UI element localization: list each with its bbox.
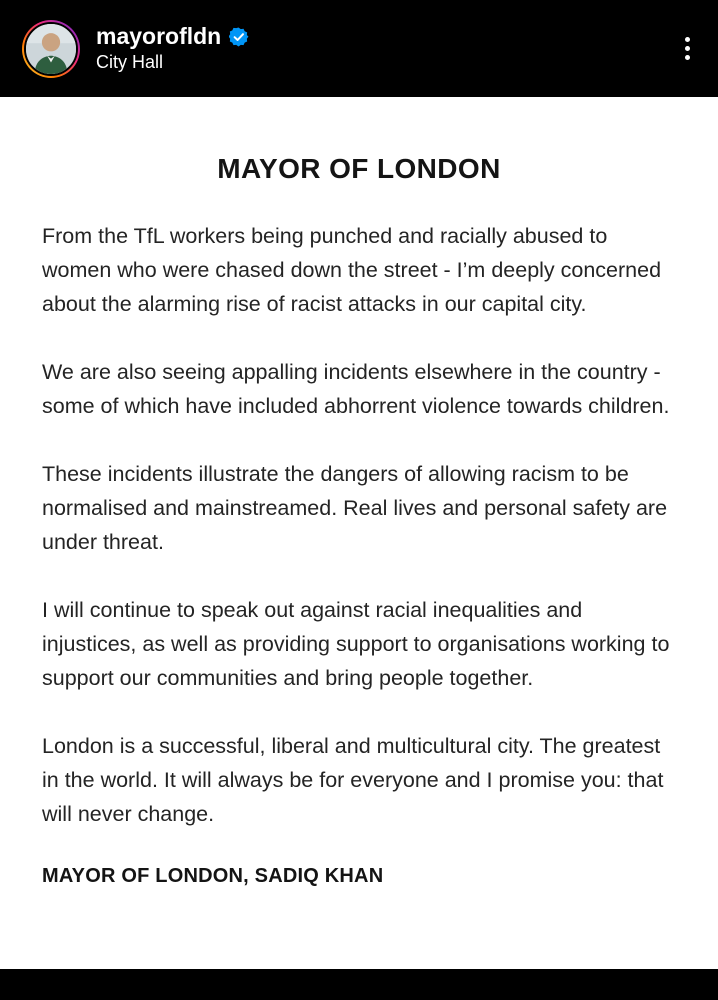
profile-avatar[interactable] [22, 20, 80, 78]
post-paragraph: We are also seeing appalling incidents elsewhere in the country - some of which have included abhorrent violence towards children. [42, 360, 670, 418]
bottom-bar [0, 969, 718, 1000]
post-signature: MAYOR OF LONDON, SADIQ KHAN [42, 865, 384, 887]
kebab-menu-icon [685, 37, 690, 42]
header-text-block [96, 24, 249, 73]
post-title: MAYOR OF LONDON [217, 153, 501, 184]
post-image[interactable] [0, 97, 718, 969]
post-paragraph: From the TfL workers being punched and racially abused to women who were chased down the street - I’m deeply concerned about the alarming rise of racist attacks in our capital city. [42, 224, 662, 316]
more-options-button[interactable] [679, 29, 696, 68]
username-row [96, 24, 249, 49]
verified-badge-icon [229, 27, 249, 47]
avatar-image [24, 22, 78, 76]
post-paragraph: These incidents illustrate the dangers of allowing racism to be normalised and mainstreamed. Real lives and personal safety are under threat. [42, 462, 668, 554]
location-label[interactable]: City Hall [96, 52, 164, 73]
username[interactable]: mayorofldn [96, 22, 222, 49]
post-paragraph: London is a successful, liberal and multicultural city. The greatest in the world. It will always be for everyone and I promise you: that will never change. [42, 734, 664, 826]
post-header [0, 0, 718, 97]
post-paragraph: I will continue to speak out against racial inequalities and injustices, as well as providing support to organisations working to support our communities and bring people together. [42, 598, 670, 690]
person-icon [26, 24, 76, 74]
